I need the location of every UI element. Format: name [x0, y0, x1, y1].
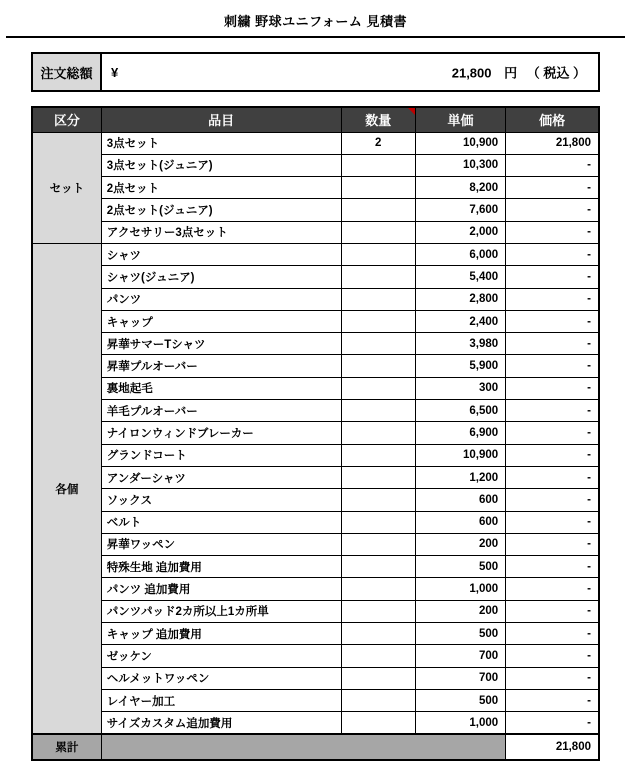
group-label-1: セット: [32, 132, 101, 243]
cell-price: -: [506, 533, 599, 555]
cell-unit-price: 600: [415, 511, 505, 533]
table-row: [32, 377, 599, 399]
order-total-amount-group: [452, 63, 586, 82]
cell-unit-price: 300: [415, 377, 505, 399]
cell-quantity[interactable]: [341, 288, 415, 310]
page-title: 刺繍 野球ユニフォーム 見積書: [223, 14, 408, 29]
cell-unit-price: 700: [415, 667, 505, 689]
table-row: [32, 556, 599, 578]
cell-price: -: [506, 511, 599, 533]
table-row: [32, 712, 599, 734]
cell-quantity[interactable]: [341, 466, 415, 488]
items-section: [31, 106, 600, 761]
order-total-value-cell: [101, 53, 599, 91]
items-table: [31, 106, 600, 761]
cell-quantity[interactable]: [341, 377, 415, 399]
order-total-amount: 21,800: [451, 65, 492, 81]
column-header-price: 価格: [506, 107, 599, 132]
group-label-2: 各個: [32, 243, 101, 734]
cell-price: -: [506, 712, 599, 734]
cell-quantity[interactable]: [341, 556, 415, 578]
table-row: [32, 288, 599, 310]
cell-item-name: 2点セット: [101, 177, 341, 199]
cell-quantity[interactable]: [341, 310, 415, 332]
cell-item-name: 3点セット(ジュニア): [101, 154, 341, 176]
table-row: [32, 689, 599, 711]
cell-unit-price: 600: [415, 489, 505, 511]
cell-quantity[interactable]: [341, 712, 415, 734]
cell-unit-price: 2,400: [415, 310, 505, 332]
table-row: [32, 600, 599, 622]
cell-unit-price: 2,000: [415, 221, 505, 243]
comment-marker-icon: [408, 108, 415, 115]
cell-quantity[interactable]: [341, 422, 415, 444]
column-header-quantity-label: 数量: [365, 113, 392, 129]
cell-price: -: [506, 578, 599, 600]
column-header-unit-price: 単価: [415, 107, 505, 132]
cell-item-name: ゼッケン: [101, 645, 341, 667]
order-total-label: 注文総額: [32, 53, 101, 91]
table-row: [32, 400, 599, 422]
cell-item-name: 2点セット(ジュニア): [101, 199, 341, 221]
table-row: [32, 667, 599, 689]
cell-item-name: ヘルメットワッペン: [101, 667, 341, 689]
cell-price: -: [506, 355, 599, 377]
table-row: [32, 645, 599, 667]
cell-unit-price: 5,400: [415, 266, 505, 288]
cell-quantity[interactable]: [341, 333, 415, 355]
cell-item-name: ナイロンウィンドブレーカー: [101, 422, 341, 444]
cell-item-name: アクセサリー3点セット: [101, 221, 341, 243]
cell-price: -: [506, 422, 599, 444]
grand-total-spacer: [101, 734, 505, 760]
cell-quantity[interactable]: [341, 533, 415, 555]
cell-price: -: [506, 333, 599, 355]
cell-unit-price: 700: [415, 645, 505, 667]
cell-price: -: [506, 377, 599, 399]
cell-unit-price: 10,300: [415, 154, 505, 176]
column-header-item: 品目: [101, 107, 341, 132]
table-row: [32, 333, 599, 355]
order-total-unit: 円: [504, 65, 518, 81]
cell-price: -: [506, 689, 599, 711]
items-table-body: [32, 132, 599, 734]
cell-price: -: [506, 466, 599, 488]
table-row: [32, 243, 599, 265]
cell-unit-price: 7,600: [415, 199, 505, 221]
cell-unit-price: 5,900: [415, 355, 505, 377]
cell-quantity[interactable]: [341, 400, 415, 422]
cell-price: -: [506, 221, 599, 243]
table-row: [32, 466, 599, 488]
cell-item-name: シャツ: [101, 243, 341, 265]
cell-quantity[interactable]: [341, 243, 415, 265]
cell-unit-price: 6,500: [415, 400, 505, 422]
cell-item-name: 昇華プルオーバー: [101, 355, 341, 377]
cell-item-name: 3点セット: [101, 132, 341, 154]
cell-item-name: パンツ: [101, 288, 341, 310]
cell-price: -: [506, 444, 599, 466]
cell-unit-price: 500: [415, 689, 505, 711]
cell-unit-price: 200: [415, 533, 505, 555]
cell-price: -: [506, 243, 599, 265]
cell-quantity[interactable]: [341, 689, 415, 711]
cell-price: -: [506, 288, 599, 310]
table-row: [32, 154, 599, 176]
cell-item-name: 羊毛プルオーバー: [101, 400, 341, 422]
cell-quantity[interactable]: [341, 444, 415, 466]
table-row: [32, 489, 599, 511]
table-row: [32, 623, 599, 645]
cell-quantity[interactable]: [341, 511, 415, 533]
cell-unit-price: 6,000: [415, 243, 505, 265]
table-row: [32, 422, 599, 444]
cell-item-name: シャツ(ジュニア): [101, 266, 341, 288]
cell-unit-price: 10,900: [415, 132, 505, 154]
cell-item-name: キャップ 追加費用: [101, 623, 341, 645]
cell-price: -: [506, 556, 599, 578]
cell-unit-price: 10,900: [415, 444, 505, 466]
table-row: [32, 578, 599, 600]
cell-item-name: 特殊生地 追加費用: [101, 556, 341, 578]
cell-item-name: パンツパッド2カ所以上1カ所単: [101, 600, 341, 622]
yen-symbol: ¥: [111, 64, 119, 80]
cell-price: -: [506, 645, 599, 667]
cell-unit-price: 1,000: [415, 712, 505, 734]
cell-price: -: [506, 667, 599, 689]
cell-price: -: [506, 489, 599, 511]
table-row: [32, 266, 599, 288]
order-total-section: [31, 52, 600, 92]
cell-quantity[interactable]: 2: [341, 132, 415, 154]
order-total-row: [32, 53, 599, 91]
cell-item-name: グランドコート: [101, 444, 341, 466]
cell-price: -: [506, 310, 599, 332]
table-row: [32, 511, 599, 533]
cell-quantity[interactable]: [341, 667, 415, 689]
cell-quantity[interactable]: [341, 489, 415, 511]
cell-unit-price: 500: [415, 623, 505, 645]
cell-item-name: 裏地起毛: [101, 377, 341, 399]
cell-unit-price: 500: [415, 556, 505, 578]
cell-item-name: アンダーシャツ: [101, 466, 341, 488]
cell-quantity[interactable]: [341, 154, 415, 176]
cell-item-name: レイヤー加工: [101, 689, 341, 711]
table-row: [32, 199, 599, 221]
column-header-quantity: [341, 107, 415, 132]
grand-total-price: 21,800: [506, 734, 599, 760]
table-row: [32, 310, 599, 332]
cell-unit-price: 1,200: [415, 466, 505, 488]
cell-quantity[interactable]: [341, 355, 415, 377]
cell-item-name: パンツ 追加費用: [101, 578, 341, 600]
cell-price: -: [506, 623, 599, 645]
cell-unit-price: 200: [415, 600, 505, 622]
cell-unit-price: 1,000: [415, 578, 505, 600]
cell-unit-price: 8,200: [415, 177, 505, 199]
cell-price: -: [506, 600, 599, 622]
cell-quantity[interactable]: [341, 221, 415, 243]
title-divider: [6, 36, 625, 38]
table-header-row: [32, 107, 599, 132]
cell-quantity[interactable]: [341, 266, 415, 288]
cell-quantity[interactable]: [341, 645, 415, 667]
table-row: [32, 355, 599, 377]
cell-unit-price: 3,980: [415, 333, 505, 355]
table-row: [32, 132, 599, 154]
cell-item-name: ベルト: [101, 511, 341, 533]
cell-price: -: [506, 199, 599, 221]
table-row: [32, 177, 599, 199]
cell-item-name: 昇華サマーTシャツ: [101, 333, 341, 355]
grand-total-label: 累計: [32, 734, 101, 760]
cell-quantity[interactable]: [341, 578, 415, 600]
cell-unit-price: 6,900: [415, 422, 505, 444]
cell-quantity[interactable]: [341, 177, 415, 199]
cell-unit-price: 2,800: [415, 288, 505, 310]
cell-price: 21,800: [506, 132, 599, 154]
cell-item-name: サイズカスタム追加費用: [101, 712, 341, 734]
cell-item-name: キャップ: [101, 310, 341, 332]
table-row: [32, 221, 599, 243]
order-total-table: [31, 52, 600, 92]
table-row: [32, 444, 599, 466]
cell-item-name: 昇華ワッペン: [101, 533, 341, 555]
column-header-kubun: 区分: [32, 107, 101, 132]
cell-quantity[interactable]: [341, 199, 415, 221]
cell-item-name: ソックス: [101, 489, 341, 511]
order-total-tax-note: （ 税込 ）: [526, 65, 586, 81]
cell-price: -: [506, 177, 599, 199]
cell-price: -: [506, 400, 599, 422]
cell-quantity[interactable]: [341, 600, 415, 622]
cell-price: -: [506, 154, 599, 176]
table-row: [32, 533, 599, 555]
cell-quantity[interactable]: [341, 623, 415, 645]
cell-price: -: [506, 266, 599, 288]
grand-total-row: [32, 734, 599, 760]
